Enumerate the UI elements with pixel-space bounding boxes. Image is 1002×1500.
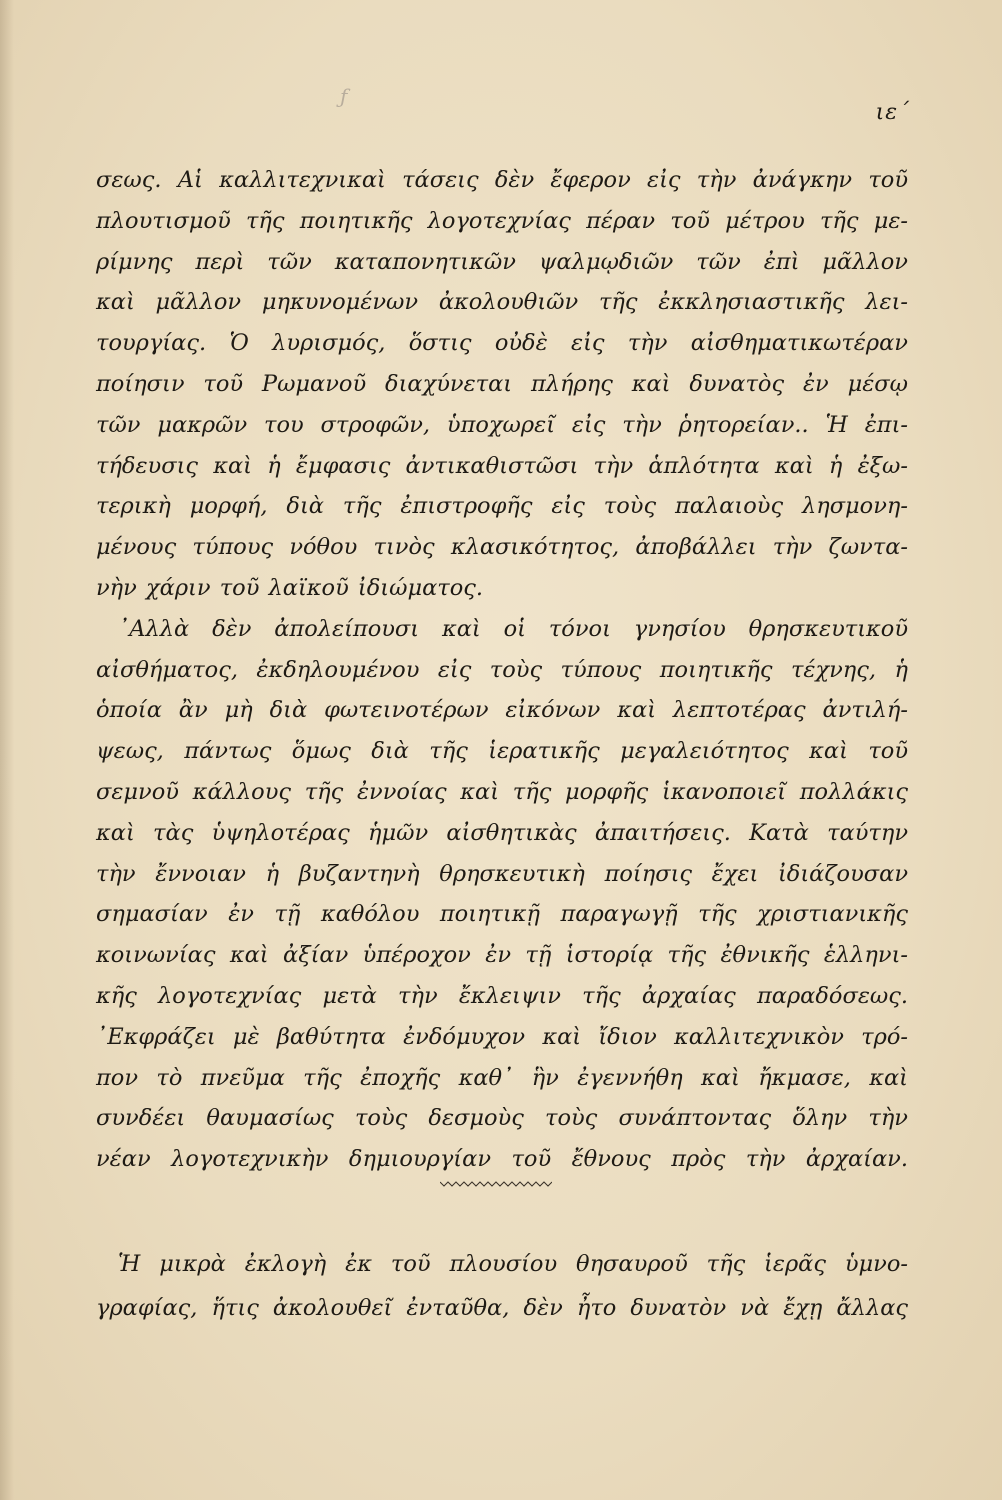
text-line: τερικὴ μορφή, διὰ τῆς ἐπιστροφῆς εἰς τοὺς παλαιοὺς λησμονη- (96, 493, 908, 520)
text-line: μένους τύπους νόθου τινὸς κλασικότητος, ἀποβάλλει τὴν ζωντα- (96, 534, 908, 561)
text-line: πλουτισμοῦ τῆς ποιητικῆς λογοτεχνίας πέραν τοῦ μέτρου τῆς με- (96, 207, 908, 234)
page-number: ιε΄ (875, 100, 910, 125)
text-line: ᾿Εκφράζει μὲ βαθύτητα ἐνδόμυχον καὶ ἴδιον καλλιτεχνικὸν τρό- (96, 1023, 908, 1050)
text-line: ρίμνης περὶ τῶν καταπονητικῶν ψαλμῳδιῶν τῶν ἐπὶ μᾶλλον (96, 248, 908, 275)
text-line: πον τὸ πνεῦμα τῆς ἐποχῆς καθ᾿ ἣν ἐγεννήθη καὶ ἤκμασε, καὶ (96, 1064, 908, 1091)
text-line: κοινωνίας καὶ ἀξίαν ὑπέροχον ἐν τῇ ἱστορίᾳ τῆς ἐθνικῆς ἑλληνι- (96, 942, 908, 969)
text-line: αἰσθήματος, ἐκδηλουμένου εἰς τοὺς τύπους ποιητικῆς τέχνης, ἡ (96, 656, 908, 683)
text-line: ποίησιν τοῦ Ρωμανοῦ διαχύνεται πλήρης καὶ δυνατὸς ἐν μέσῳ (96, 370, 908, 397)
main-text (96, 160, 908, 1180)
text-line: καὶ τὰς ὑψηλοτέρας ἡμῶν αἰσθητικὰς ἀπαιτήσεις. Κατὰ ταύτην (96, 819, 908, 846)
continuation-text (96, 1242, 908, 1330)
text-line: συνδέει θαυμασίως τοὺς δεσμοὺς τοὺς συνάπτοντας ὅλην τὴν (96, 1105, 908, 1132)
text-line: σεως. Αἱ καλλιτεχνικαὶ τάσεις δὲν ἔφερον εἰς τὴν ἀνάγκην τοῦ (96, 167, 908, 193)
text-line: Ἡ μικρὰ ἐκλογὴ ἐκ τοῦ πλουσίου θησαυροῦ τῆς ἱερᾶς ὑμνο- (118, 1251, 908, 1277)
text-line: ᾿Αλλὰ δὲν ἀπολείπουσι καὶ οἱ τόνοι γνησίου θρησκευτικοῦ (118, 615, 908, 642)
text-line: σεμνοῦ κάλλους τῆς ἐννοίας καὶ τῆς μορφῆς ἱκανοποιεῖ πολλάκις (96, 778, 908, 805)
text-line: τήδευσις καὶ ἡ ἔμφασις ἀντικαθιστῶσι τὴν ἁπλότητα καὶ ἡ ἐξω- (96, 452, 908, 479)
text-line: νὴν χάριν τοῦ λαϊκοῦ ἰδιώματος. (96, 574, 484, 601)
page-edge-shadow (0, 0, 14, 1500)
section-divider (440, 1180, 552, 1188)
text-line: τὴν ἔννοιαν ἡ βυζαντηνὴ θρησκευτικὴ ποίησις ἔχει ἰδιάζουσαν (96, 860, 908, 887)
text-line: γραφίας, ἥτις ἀκολουθεῖ ἐνταῦθα, δὲν ἦτο δυνατὸν νὰ ἔχῃ ἄλλας (96, 1295, 908, 1321)
text-line: ψεως, πάντως ὅμως διὰ τῆς ἱερατικῆς μεγαλειότητος καὶ τοῦ (96, 738, 908, 765)
text-line: ὁποία ἂν μὴ διὰ φωτεινοτέρων εἰκόνων καὶ λεπτοτέρας ἀντιλή- (96, 697, 908, 724)
text-line: σημασίαν ἐν τῇ καθόλου ποιητικῇ παραγωγῇ τῆς χριστιανικῆς (96, 901, 908, 928)
text-line: νέαν λογοτεχνικὴν δημιουργίαν τοῦ ἔθνους πρὸς τὴν ἀρχαίαν. (96, 1146, 908, 1173)
text-line: τῶν μακρῶν του στροφῶν, ὑποχωρεῖ εἰς τὴν ῥητορείαν.. Ἡ ἐπι- (96, 411, 908, 438)
text-line: καὶ μᾶλλον μηκυνομένων ἀκολουθιῶν τῆς ἐκκλησιαστικῆς λει- (96, 289, 908, 316)
text-line: τουργίας. Ὁ λυρισμός, ὅστις οὐδὲ εἰς τὴν αἰσθηματικωτέραν (96, 330, 908, 357)
text-line: κῆς λογοτεχνίας μετὰ τὴν ἔκλειψιν τῆς ἀρχαίας παραδόσεως. (96, 982, 908, 1009)
corner-mark: ƒ (340, 84, 348, 108)
